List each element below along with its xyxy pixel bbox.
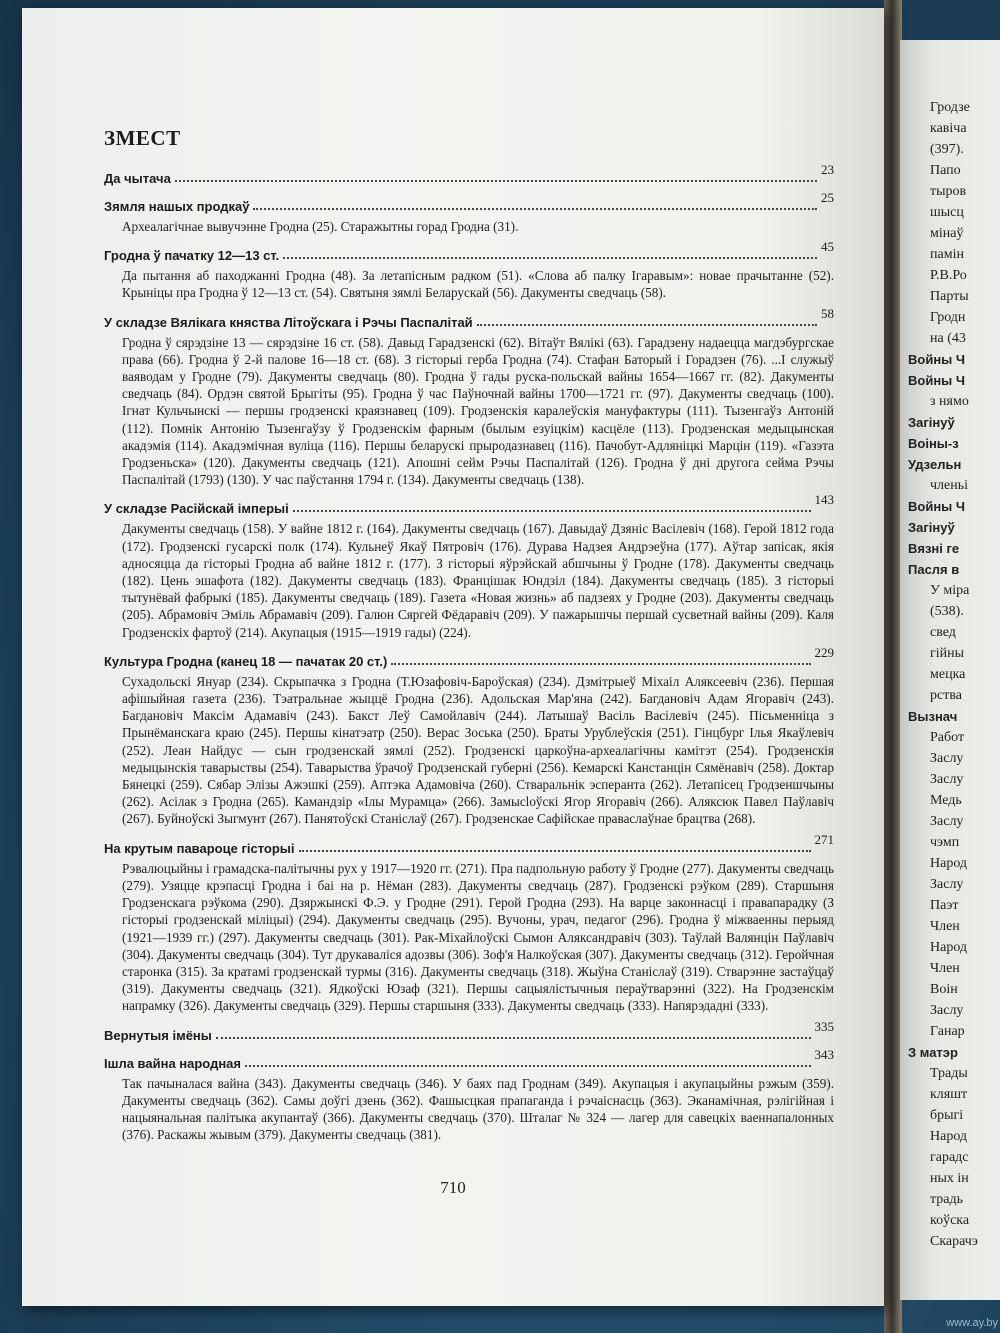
page-number: 710 <box>440 1178 466 1197</box>
facing-page-fragment: традь <box>930 1192 964 1207</box>
dot-leader <box>216 1037 811 1039</box>
toc-entry-page: 271 <box>814 831 834 847</box>
dot-leader <box>293 510 811 512</box>
facing-page-fragment: Член <box>930 961 960 976</box>
facing-page-fragment: Пасля в <box>908 562 960 577</box>
facing-page-fragment: Р.В.Ро <box>930 268 967 283</box>
facing-page-fragment: Войны Ч <box>908 373 966 388</box>
dot-leader <box>283 257 817 259</box>
facing-page-fragment: кавіча <box>930 121 967 136</box>
facing-page-fragment: Гродн <box>930 310 966 325</box>
facing-page-fragment: Папо <box>930 163 961 178</box>
facing-page-fragment: свед <box>930 625 956 640</box>
facing-page <box>900 40 1000 1300</box>
facing-page-fragment: Скарачэ <box>930 1234 978 1249</box>
toc-entry-title: У складзе Вялікага княства Літоўскага і Рэчы Паспалітай <box>104 314 473 330</box>
facing-page-fragment: Заслу <box>930 814 964 829</box>
facing-page-fragment: брыгі <box>930 1108 964 1123</box>
facing-page-fragment: Воіны-з <box>908 436 959 451</box>
facing-page-fragment: Воін <box>930 982 958 997</box>
facing-page-fragment: Войны Ч <box>908 499 966 514</box>
facing-page-fragment: гійны <box>930 646 965 661</box>
facing-page-fragment: Медь <box>930 793 962 808</box>
toc-entry-page: 143 <box>814 492 834 508</box>
toc-entry-heading <box>104 305 834 330</box>
facing-page-fragment: Вызнач <box>908 709 958 724</box>
toc-entry <box>104 241 834 301</box>
toc-entry-heading <box>104 1018 834 1043</box>
facing-page-fragment: Член <box>930 919 960 934</box>
toc-entry <box>104 494 834 640</box>
toc-entry <box>104 192 834 235</box>
facing-page-fragment: Трады <box>930 1066 968 1081</box>
facing-page-fragment: мінаў <box>930 226 964 241</box>
dot-leader <box>299 850 811 852</box>
toc-entry-heading <box>104 494 834 516</box>
toc-entry <box>104 164 834 186</box>
toc-entry-subsections: Гродна ў сярэдзіне 13 — сярэдзіне 16 ст. (58). Давыд Гарадзенскі (62). Вітаўт Вялікі (63). Гарадзену надаецца магдэбургскае права (66). Гродна ў 2-й палове 16—18 ст. (68). З гісторыі герба Гродна (74). Стафан Баторый і Горадзен (76). ...І служыў ваяводам у Гродне (79). Дакументы сведчаць (80). Гродна ў гады руска-польскай вайны 1654—1667 гг. (82). Дакументы сведчаць (84). Ордэн святой Брыгіты (95). Гродна ў час Паўночнай вайны 1700—1721 гг. (97). Дакументы сведчаць (100). Ігнат Кульчынскі — першы гродзенскі краязнавец (109). Гродзенскія каралеўскія мануфактуры (111). Тызенгаўз Антоній (112). Помнік Антонію Тызенгаўзу ў Гродзенскім фарным (былым езуіцкім) касцёле (113). Гродзенская медыцынская акадэмія (114). Акадэмічная вуліца (116). Першы беларускі прыродазнавец (116). Пачобут-Адляніцкі Марцін (119). «Газэта Гродзеньска» (120). Дакументы сведчаць (121). Апошні сейм Рэчы Паспалітай (126). Гродна ў дні другога сейма Рэчы Паспалітай (1793) (130). У час паўстання 1794 г. (134). Дакументы сведчаць (138). <box>122 334 834 488</box>
toc-entry-title: Да чытача <box>104 171 171 186</box>
table-of-contents <box>104 164 834 1149</box>
toc-entry-page: 229 <box>814 644 834 660</box>
facing-page-fragment: рства <box>930 688 962 703</box>
toc-entry-title: У складзе Расійскай імперыі <box>104 501 289 517</box>
toc-entry-subsections: Так пачыналася вайна (343). Дакументы сведчаць (346). У баях пад Гроднам (349). Акупацыя і акупацыйны рэжым (359). Дакументы сведчаць (362). Самы доўгі дзень (362). Фашысцкая прапаганда і рэчаіснасць (363). Эканамічная, рэлігійная і нацыянальная палітыка акупантаў (366). Дакументы сведчаць (370). Шталаг № 324 — лагер для савецкіх ваеннапалонных (376). Раскажы жывым (379). Дакументы сведчаць (381). <box>122 1075 834 1143</box>
toc-entry-heading <box>104 644 834 669</box>
toc-entry <box>104 644 834 828</box>
facing-page-fragment: гарадс <box>930 1150 969 1165</box>
toc-entry <box>104 305 834 489</box>
toc-entry-heading <box>104 831 834 856</box>
facing-page-fragment: Паэт <box>930 898 959 913</box>
dot-leader <box>175 180 817 182</box>
facing-page-fragment: Вязні ге <box>908 541 960 556</box>
toc-entry-page: 335 <box>814 1018 834 1034</box>
facing-page-fragment: тыров <box>930 184 967 199</box>
toc-entry-heading <box>104 1046 834 1071</box>
toc-entry-page: 25 <box>821 190 834 205</box>
facing-page-fragment: мецка <box>930 667 966 682</box>
facing-page-fragment: Парты <box>930 289 969 304</box>
toc-entry-heading <box>104 164 834 186</box>
toc-entry-subsections: Да пытання аб паходжанні Гродна (48). За летапісным радком (51). «Слова аб палку Ігаравым»: новае прачытанне (52). Крыніцы пра Гродна ў 12—13 ст. (54). Святыня зямлі Беларускай (56). Дакументы сведчаць (58). <box>122 268 834 301</box>
facing-page-fragment: Загінуў <box>908 415 955 430</box>
toc-entry-page: 58 <box>821 305 834 321</box>
facing-page-fragment: Народ <box>930 940 968 955</box>
facing-page-fragment: Удзельн <box>908 457 962 472</box>
facing-page-fragment: чэмп <box>930 835 960 850</box>
facing-page-fragment: Заслу <box>930 772 964 787</box>
facing-page-fragment: (397). <box>930 142 964 157</box>
facing-page-fragment: ных ін <box>930 1171 969 1186</box>
facing-page-fragment: кляшт <box>930 1087 968 1102</box>
facing-page-fragment: З матэр <box>908 1045 958 1060</box>
facing-page-fragment: памін <box>930 247 964 262</box>
facing-page-fragment: У міра <box>930 583 970 598</box>
facing-page-fragment: шысц <box>930 205 964 220</box>
toc-entry-page: 23 <box>821 162 834 177</box>
dot-leader <box>245 1065 811 1067</box>
dot-leader <box>253 208 817 210</box>
facing-page-fragment: з нямо <box>930 394 969 409</box>
facing-page-fragment: Заслу <box>930 877 964 892</box>
toc-entry <box>104 1046 834 1144</box>
dot-leader <box>391 663 810 665</box>
watermark: www.ay.by <box>946 1317 998 1329</box>
toc-entry <box>104 1018 834 1043</box>
facing-page-fragment: коўска <box>930 1213 970 1228</box>
facing-page-fragment: Народ <box>930 1129 968 1144</box>
toc-entry-subsections: Археалагічнае вывучэнне Гродна (25). Старажытны горад Гродна (31). <box>122 219 519 234</box>
toc-entry-title: Вернутыя імёны <box>104 1027 212 1043</box>
toc-entry-subsections: Дакументы сведчаць (158). У вайне 1812 г. (164). Дакументы сведчаць (167). Давыдаў Дзяніс Васілевіч (168). Герой 1812 года (172). Гродзенскі гусарскі полк (174). Кульнеў Якаў Пятровіч (176). Дурава Надзея Андрэеўна (177). Аўтар запісак, якія адносяцца да гісторыі Гродна аб вайне 1812 г. (177). З гісторыі яўрэйскай абшчыны ў Гродне (178). Дакументы сведчаць (182). Цень эшафота (182). Дакументы сведчаць (183). Францішак Юндзіл (184). Дакументы сведчаць (185). З гісторыі тытунёвай фабрыкі (185). Дакументы сведчаць (189). Газета «Новая жизнь» аб падзеях у Гродне (203). Дакументы сведчаць (205). Абрамовіч Эміль Абрамавіч (209). Галюн Сяргей Фёдаравіч (209). У пажарышчы першай сусветнай вайны (209). Каля Гродзенскіх фартоў (214). Акупацыя (1915—1919 гады) (224). <box>122 521 834 640</box>
toc-entry <box>104 831 834 1015</box>
toc-entry-subsections: Сухадольскі Януар (234). Скрыпачка з Гродна (Т.Юзафовіч-Бароўская) (234). Дзмітрыеў Міхаіл Аляксеевіч (236). Першая афішыйная газета (236). Тэатральнае жыццё Гродна (236). Адольская Мар'яна (242). Багдановіч Адам Ягоравіч (243). Багдановіч Максім Адамавіч (243). Бакст Леў Самойлавіч (244). Латышаў Васіль Васілевіч (245). Пісьменніца з Прынёманскага краю (245). Першы кінатэатр (250). Верас Зоська (250). Браты Урублеўскія (251). Гінцбург Ілья Якаўлевіч (252). Леан Найдус — сын гродзенскай зямлі (252). Гродзенскі царкоўна-археалагічны камітэт (254). Гродзенскія медыцынскія таварыствы (254). Таварыства ўрачоў Гродзенскай губерні (256). Кемарскі Канстанцін Сямёнавіч (258). Доктар Бянецкі (259). Сябар Элізы Ажэшкі (259). Аптэка Адамовіча (260). Стваральнік эсперанта (262). Летапісец Гродзеншчыны (262). Асілак з Гродна (265). Камандзір «Ілы Мурамца» (266). Замысloўскі Ягор Ягоравіч (266). Аляксюк Павел Паўлавіч (267). Буйноўскі Зыгмунт (267). Панятоўскі Станіслаў (267). Гродзенскае Сафійскае праваслаўнае брацтва (268). <box>122 673 834 827</box>
facing-page-fragment: Заслу <box>930 1003 964 1018</box>
toc-entry-page: 45 <box>821 239 834 255</box>
toc-entry-title: Гродна ў пачатку 12—13 ст. <box>104 248 280 264</box>
facing-page-fragment: Народ <box>930 856 968 871</box>
facing-page-fragment: Работ <box>930 730 965 745</box>
toc-entry-title: Зямля нашых продкаў <box>104 199 250 214</box>
facing-page-fragment: Войны Ч <box>908 352 966 367</box>
toc-entry-heading <box>104 241 834 263</box>
toc-entry-heading <box>104 192 834 214</box>
page-title: ЗМЕСТ <box>104 126 181 150</box>
facing-page-fragment: Загінуў <box>908 520 955 535</box>
facing-page-fragment: Гродзе <box>930 100 970 115</box>
book-page <box>22 8 884 1306</box>
facing-page-fragment: Ганар <box>930 1024 965 1039</box>
facing-page-fragment: на (43 <box>930 331 966 346</box>
dot-leader <box>477 324 817 326</box>
facing-page-fragment: (538). <box>930 604 964 619</box>
toc-entry-title: На крутым павароце гісторыі <box>104 840 295 856</box>
facing-page-fragment: Заслу <box>930 751 964 766</box>
toc-entry-page: 343 <box>814 1046 834 1062</box>
toc-entry-title: Ішла вайна народная <box>104 1055 241 1071</box>
facing-page-fragment: членьі <box>930 478 969 493</box>
toc-entry-subsections: Рэвалюцыйны і грамадска-палітычны рух у 1917—1920 гг. (271). Пра падпольную работу ў Гродне (277). Дакументы сведчаць (279). Узяцце крэпасці Гродна і бaі на р. Нёман (283). Дакументы сведчаць (287). Гродзенскі рэўком (289). Старшыня Гродзенскага рэўкома (290). Дзяржынскі Ф.Э. у Гродне (291). Герой Гродна (293). На варце законнасці і правапарадку (З гісторыі гродзенскай міліцыі) (294). Дакументы сведчаць (295). Вучоны, урач, педагог (296). Гродна ў міжваенны перыяд (1921—1939 гг.) (297). Дакументы сведчаць (301). Рак-Міхайлоўскі Сымон Аляксандравіч (303). Таўлай Валянцін Паўлавіч (304). Дакументы сведчаць (304). Тут друкаваліся адозвы (306). Зоф'я Налкоўская (307). Дакументы сведчаць (312). Геройчная старонка (315). За кратамі гродзенскай турмы (316). Дакументы сведчаць (318). Жыўна Станіслаў (319). Стварэнне застаўцаў (319). Дакументы сведчаць (321). Ядкоўскі Юзаф (321). Першы сацыялістычныя пераўтварэнні (322). На Гродзенскім напрамку (326). Дакументы сведчаць (329). Першы старшыня (333). Дакументы сведчаць (333). Напярэдадні (333). <box>122 860 834 1014</box>
toc-entry-title: Культура Гродна (канец 18 — пачатак 20 ст.) <box>104 653 388 669</box>
